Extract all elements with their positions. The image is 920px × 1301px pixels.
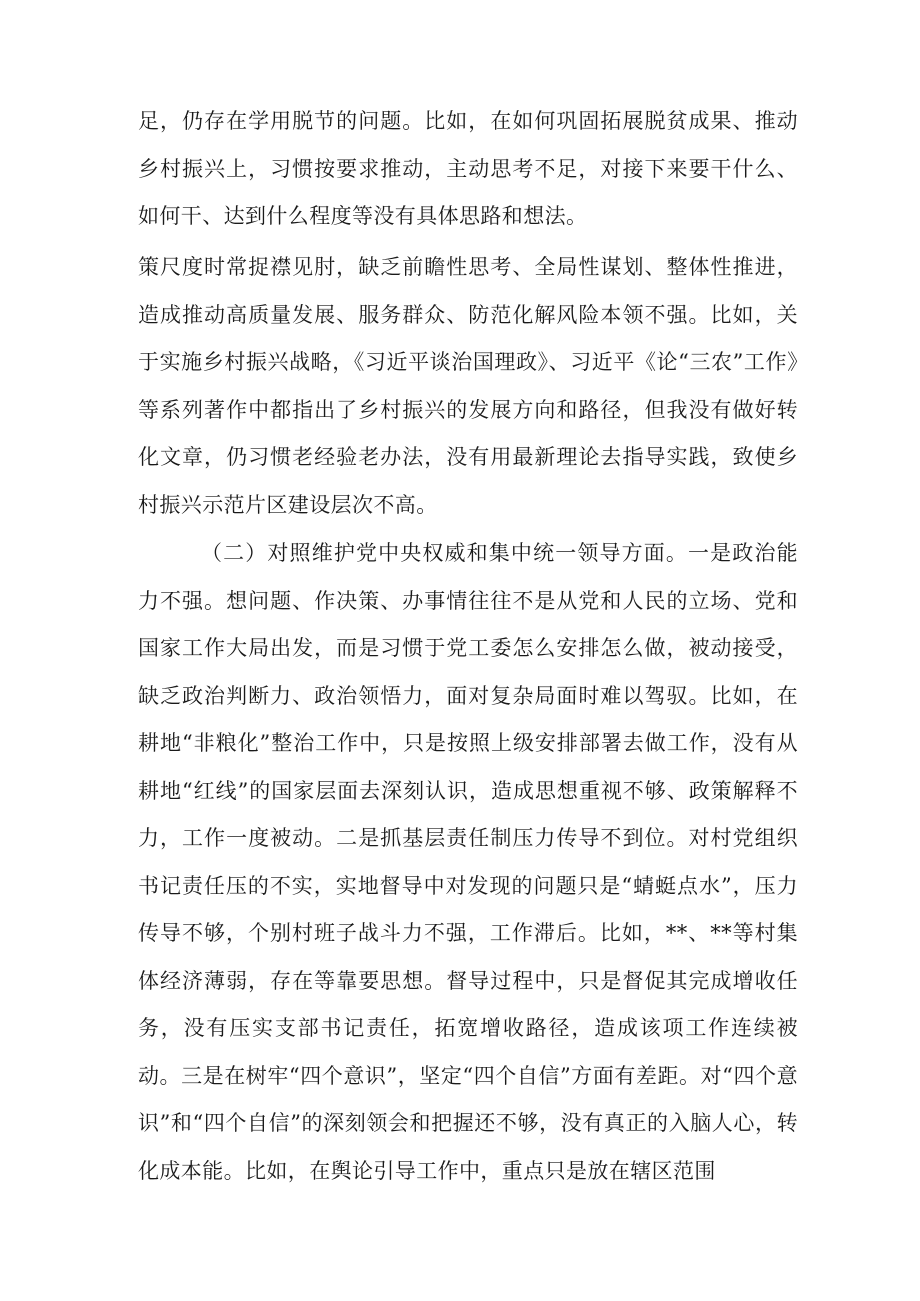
paragraph-section-two: （二）对照维护党中央权威和集中统一领导方面。一是政治能力不强。想问题、作决策、办事情往往不是从党和人民的立场、党和国家工作大局出发，而是习惯于党工委怎么安排怎么做，被动接受，缺乏政治判断力、政治领悟力，面对复杂局面时难以驾驭。比如，在耕地“非粮化”整治工作中，只是按照上级安排部署去做工作，没有从耕地“红线”的国家层面去深刻认识，造成思想重视不够、政策解释不力，工作一度被动。二是抓基层责任制压力传导不到位。对村党组织书记责任压的不实，实地督导中对发现的问题只是“蜻蜓点水”，压力传导不够，个别村班子战斗力不强，工作滞后。比如，**、**等村集体经济薄弱，存在等靠要思想。督导过程中，只是督促其完成增收任务，没有压实支部书记责任，拓宽增收路径，造成该项工作连续被动。三是在树牢“四个意识”，坚定“四个自信”方面有差距。对“四个意识”和“四个自信”的深刻领会和把握还不够，没有真正的入脑人心，转化成本能。比如，在舆论引导工作中，重点只是放在辖区范围	[138, 541, 798, 1183]
paragraph-theory-application: 策尺度时常捉襟见肘，缺乏前瞻性思考、全局性谋划、整体性推进，造成推动高质量发展、服务群众、防范化解风险本领不强。比如，关于实施乡村振兴战略，《习近平谈治国理政》、习近平《论“三农”工作》等系列著作中都指出了乡村振兴的发展方向和路径，但我没有做好转化文章，仍习惯老经验老办法，没有用最新理论去指导实践，致使乡村振兴示范片区建设层次不高。	[138, 255, 798, 517]
paragraph-continuation: 足，仍存在学用脱节的问题。比如，在如何巩固拓展脱贫成果、推动乡村振兴上，习惯按要求推动，主动思考不足，对接下来要干什么、如何干、达到什么程度等没有具体思路和想法。	[138, 109, 798, 228]
